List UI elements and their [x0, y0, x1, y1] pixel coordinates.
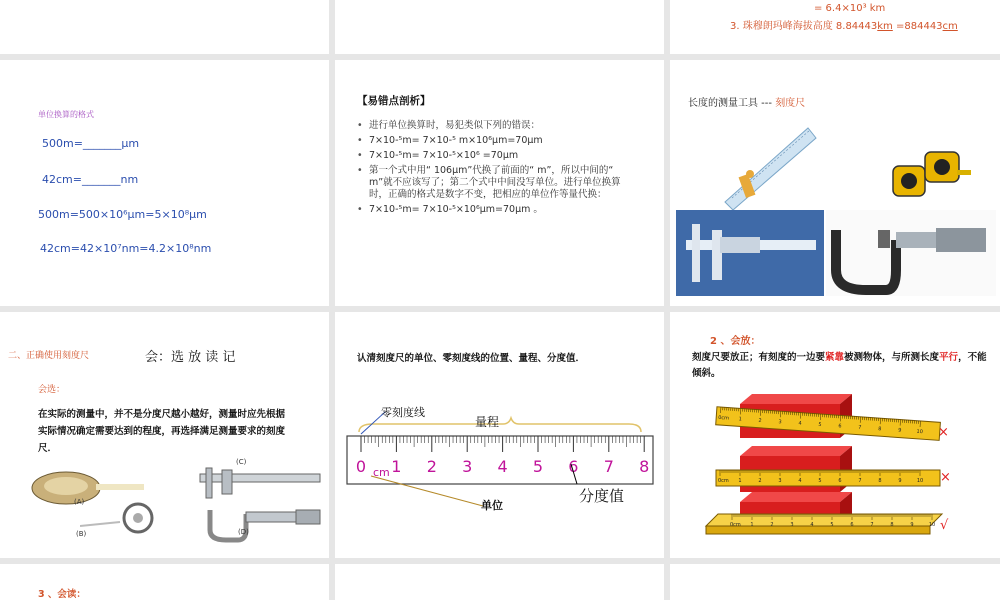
yellow-ruler-tick-label: 6 [838, 478, 842, 484]
s5-item-1: • 进行单位换算时，易犯类似下列的错误： [355, 120, 645, 132]
ruler-tick-label: 1 [391, 457, 402, 476]
ruler-tick-label: 0 [355, 457, 367, 476]
s5-item-2: • 7×10-⁵m= 7×10-⁵ m×10⁶μm=70μm [355, 135, 645, 147]
yellow-ruler-tick-label: 8 [890, 522, 894, 528]
s4-question-1: 500m=_______μm [42, 137, 140, 150]
photo-label-a: (A) [74, 498, 85, 506]
s5-item-4: • 第一个式中用“ 106μm”代换了前面的“ m”，所以中间的“ m”就不应该写了；第二个式中中间没写单位。进行单位换算时，正确的格式是数字不变，把相应的单位作等量代换： [355, 165, 639, 201]
slide-12[interactable] [670, 564, 1000, 600]
s8-title: 认清刻度尺的单位、零刻度线的位置、量程、分度值． [357, 353, 586, 364]
yellow-ruler-tick-label: 8 [878, 478, 882, 484]
s3-line2: 3. 珠穆朗玛峰海拔高度 8.84443km =884443cm [730, 21, 958, 32]
s7-subtitle: 会：选 放 读 记 [145, 350, 236, 365]
slide-4[interactable] [0, 60, 329, 306]
s9-heading: 2 、会放： [710, 336, 761, 347]
yellow-ruler-tick-label: 10 [916, 428, 924, 436]
slide-10[interactable] [0, 564, 329, 600]
ruler-tick-label: 6 [568, 457, 579, 476]
caliper-photo-c [196, 464, 324, 504]
tape-measure-image [885, 148, 975, 200]
s7-heading: 二、正确使用刻度尺 [8, 351, 90, 361]
unit-label: 单位 [481, 499, 503, 512]
yellow-ruler-tick-label: 7 [858, 478, 862, 484]
yellow-ruler-tick-label: 3 [778, 478, 782, 484]
yellow-ruler-tick-label: 6 [838, 423, 842, 430]
photo-label-d: (D) [238, 528, 249, 536]
ruler-unit-label: cm [373, 466, 390, 479]
slide-8[interactable] [335, 312, 664, 558]
s10-heading: 3 、会读： [38, 589, 86, 600]
photo-label-b: (B) [76, 530, 87, 538]
yellow-ruler-tick-label: 1 [738, 416, 742, 423]
yellow-ruler-tick-label: 5 [818, 421, 822, 429]
slide-6[interactable] [670, 60, 1000, 306]
s4-title: 单位换算的格式 [38, 110, 94, 119]
yellow-ruler-tick-label: 6 [850, 522, 854, 528]
yellow-ruler-tick-label: 5 [818, 478, 822, 484]
yellow-ruler-tick-label: 3 [790, 522, 794, 528]
yellow-ruler-tick-label: 2 [758, 417, 762, 424]
micrometer-photo-d [200, 504, 324, 544]
tilted-ruler-image [720, 120, 820, 210]
yellow-ruler-tick-label: 2 [770, 522, 774, 528]
ruler-ticks [356, 436, 649, 479]
yellow-ruler-tick-label: 10 [916, 478, 924, 484]
s7-label: 会选： [38, 385, 66, 395]
yellow-ruler-tick-label: 1 [738, 478, 742, 484]
slide-2[interactable] [335, 0, 664, 54]
yellow-ruler-tick-label: 3 [778, 419, 782, 426]
s4-question-2: 42cm=_______nm [42, 173, 139, 186]
yellow-ruler-tick-label: 4 [798, 420, 802, 427]
slide-3[interactable] [670, 0, 1000, 54]
s4-answer-2: 42cm=42×10⁷nm=4.2×10⁸nm [40, 242, 212, 255]
slide-11[interactable] [335, 564, 664, 600]
s5-item-5: • 7×10-⁵m= 7×10-⁵×10⁶μm=70μm 。 [355, 204, 645, 216]
yellow-ruler-tick-label: 9 [910, 522, 914, 528]
s3-line1: = 6.4×10³ km [814, 3, 886, 14]
tape-photo-b [80, 500, 160, 536]
yellow-ruler-tick-label: 8 [877, 426, 882, 433]
ruler-tick-label: 5 [532, 457, 544, 476]
slide-5[interactable] [335, 60, 664, 306]
yellow-ruler-tick-label: 4 [798, 478, 802, 484]
s9-body: 刻度尺要放正；有刻度的一边要紧靠被测物体，与所测长度平行，不能倾斜。 [692, 352, 987, 379]
yellow-ruler-tick-label: 5 [830, 522, 834, 528]
ruler-tick-label: 4 [497, 457, 508, 476]
yellow-ruler-tick-label: 4 [810, 522, 814, 528]
division-label: 分度值 [579, 487, 625, 505]
s6-title: 长度的测量工具 --- 刻度尺 [688, 98, 806, 109]
mark-correct: √ [940, 518, 949, 533]
yellow-ruler-tick-label: 7 [870, 522, 874, 528]
vernier-caliper-image [676, 210, 824, 296]
ruler-tick-label: 2 [426, 457, 437, 476]
ruler-tick-label: 8 [639, 457, 650, 476]
yellow-ruler-tick-label: 7 [858, 424, 862, 431]
s5-item-3: • 7×10-⁵m= 7×10-⁵×10⁶ =70μm [355, 150, 645, 162]
ruler-tick-label: 7 [603, 457, 614, 476]
yellow-ruler-tick-label: 2 [758, 478, 762, 484]
slide-1[interactable] [0, 0, 329, 54]
yellow-ruler-unit: 0cm [718, 478, 729, 484]
slide-7[interactable] [0, 312, 329, 558]
range-label: 量程 [475, 415, 500, 429]
yellow-ruler-tick-label: 9 [898, 478, 902, 484]
s5-list [355, 120, 645, 216]
zero-line-label: 零刻度线 [381, 406, 425, 419]
yellow-ruler-tick-label: 1 [750, 522, 754, 528]
ruler-tick-label: 3 [462, 457, 473, 476]
yellow-ruler-unit: 0cm [717, 414, 730, 422]
mark-wrong-2: × [940, 470, 951, 485]
micrometer-image [826, 210, 996, 296]
yellow-ruler-tick-label: 10 [928, 522, 936, 528]
mark-wrong-1: × [938, 425, 949, 440]
s5-title: 【易错点剖析】 [357, 95, 431, 107]
slide-9[interactable] [670, 312, 1000, 558]
s4-answer-1: 500m=500×10⁶μm=5×10⁸μm [38, 208, 207, 221]
yellow-ruler-unit: 0cm [730, 522, 741, 528]
photo-label-c: (C) [236, 458, 247, 466]
yellow-ruler-tick-label: 9 [897, 427, 902, 434]
s7-body: 在实际的测量中，并不是分度尺越小越好，测量时应先根据实际情况确定需要达到的程度，再选择满足测量要求的刻度尺． [38, 409, 286, 454]
